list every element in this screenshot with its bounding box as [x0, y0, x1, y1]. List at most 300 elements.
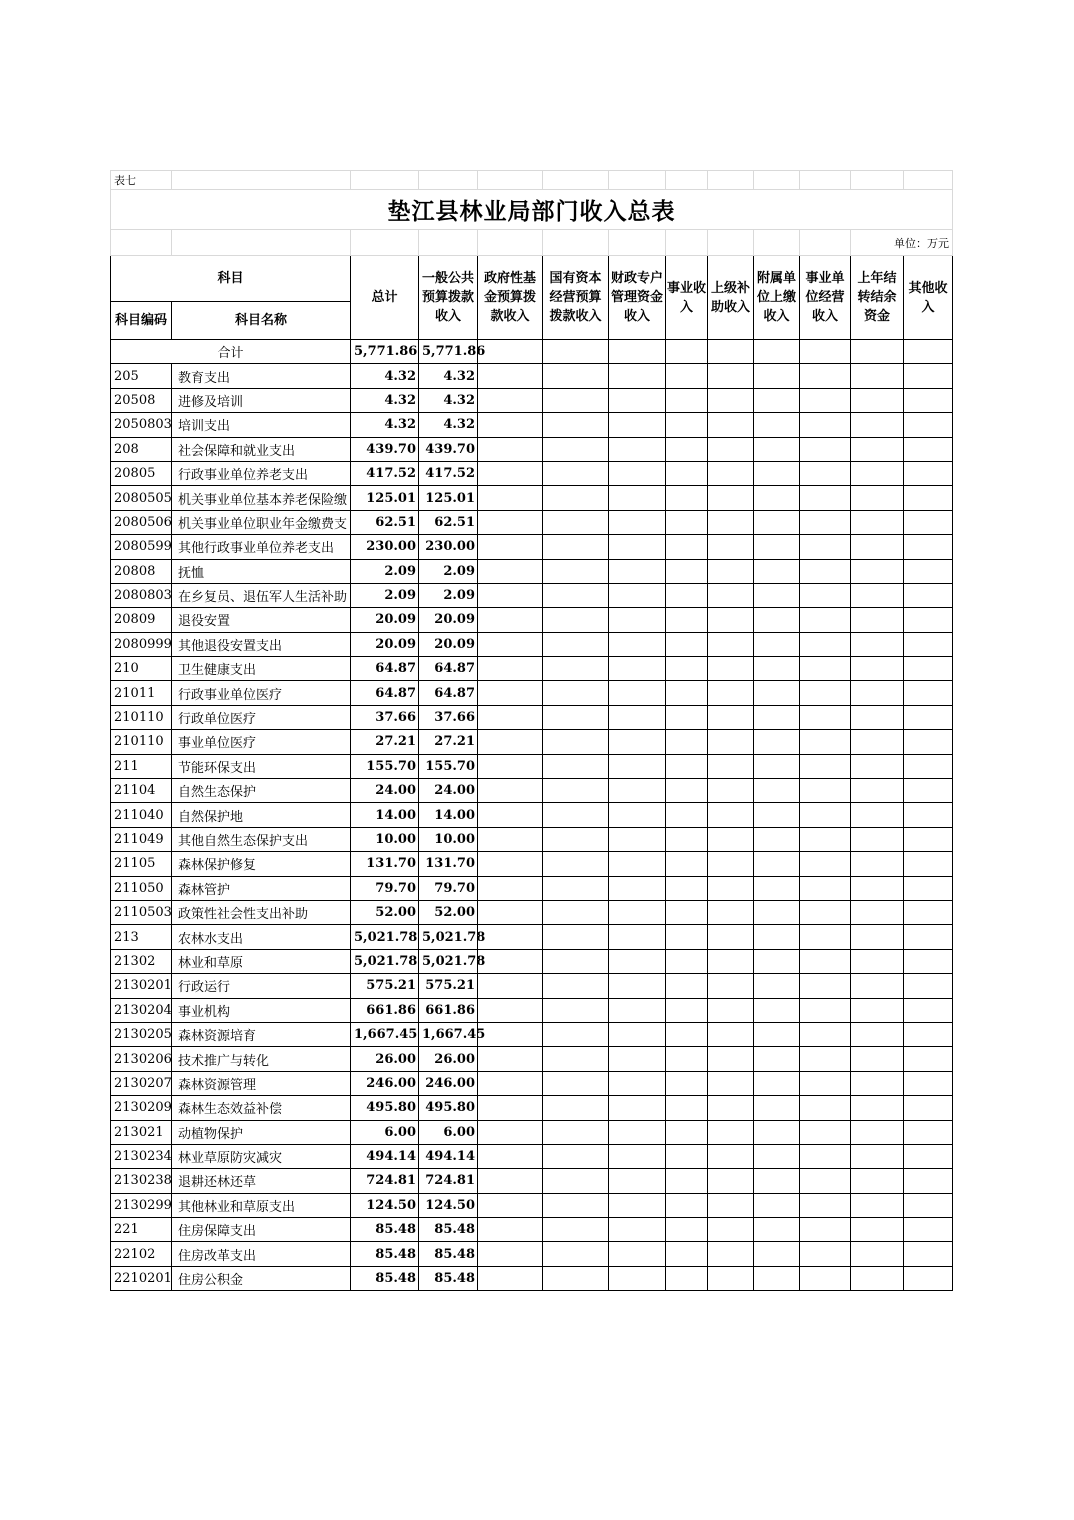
row-general: 661.86 [419, 998, 478, 1022]
empty-cell [478, 876, 543, 900]
empty-cell [609, 1193, 666, 1217]
empty-cell [478, 852, 543, 876]
row-code: 221 [111, 1218, 172, 1242]
empty-cell [754, 1144, 800, 1168]
row-general: 37.66 [419, 705, 478, 729]
empty-cell [904, 730, 953, 754]
empty-cell [800, 803, 851, 827]
row-code: 210110 [111, 730, 172, 754]
empty-cell [478, 559, 543, 583]
empty-cell [666, 730, 708, 754]
row-general: 724.81 [419, 1169, 478, 1193]
row-general: 24.00 [419, 779, 478, 803]
empty-cell [800, 1144, 851, 1168]
sheet-tag-row [111, 171, 953, 190]
empty-cell [543, 1266, 609, 1290]
row-total: 124.50 [351, 1193, 419, 1217]
row-name: 森林资源管理 [172, 1071, 351, 1095]
row-code: 2210201 [111, 1266, 172, 1290]
table-row [111, 1096, 953, 1120]
empty-cell [609, 1071, 666, 1095]
table-row [111, 1218, 953, 1242]
table-row [111, 974, 953, 998]
empty-cell [708, 949, 754, 973]
row-name: 行政事业单位养老支出 [172, 461, 351, 485]
empty-cell [666, 535, 708, 559]
row-code: 2130234 [111, 1144, 172, 1168]
empty-cell [543, 949, 609, 973]
empty-cell [478, 1144, 543, 1168]
empty-cell [666, 1047, 708, 1071]
row-total: 4.32 [351, 413, 419, 437]
sheet-tag: 表七 [111, 171, 172, 190]
empty-cell [904, 608, 953, 632]
table-row [111, 486, 953, 510]
empty-cell [666, 1242, 708, 1266]
unit-label: 单位：万元 [851, 230, 953, 256]
row-general: 10.00 [419, 827, 478, 851]
header-subject-code: 科目编码 [111, 302, 172, 340]
empty-cell [666, 1120, 708, 1144]
empty-cell [609, 852, 666, 876]
table-row [111, 803, 953, 827]
row-name: 其他林业和草原支出 [172, 1193, 351, 1217]
empty-cell [851, 510, 904, 534]
empty-cell [478, 608, 543, 632]
row-code: 2130206 [111, 1047, 172, 1071]
empty-cell [800, 608, 851, 632]
header-subject: 科目 [111, 256, 351, 302]
empty-cell [754, 949, 800, 973]
row-name: 林业和草原 [172, 949, 351, 973]
empty-cell [478, 1096, 543, 1120]
empty-cell [708, 705, 754, 729]
empty-cell [708, 535, 754, 559]
empty-cell [609, 510, 666, 534]
row-total: 661.86 [351, 998, 419, 1022]
row-name: 其他行政事业单位养老支出 [172, 535, 351, 559]
empty-cell [666, 608, 708, 632]
empty-cell [609, 705, 666, 729]
empty-cell [754, 998, 800, 1022]
empty-cell [478, 705, 543, 729]
empty-cell [904, 876, 953, 900]
empty-cell [708, 974, 754, 998]
table-row [111, 949, 953, 973]
table-row [111, 1144, 953, 1168]
empty-cell [904, 705, 953, 729]
row-general: 246.00 [419, 1071, 478, 1095]
row-name: 住房公积金 [172, 1266, 351, 1290]
empty-cell [609, 1120, 666, 1144]
table-row [111, 535, 953, 559]
empty-cell [609, 608, 666, 632]
header-other: 其他收入 [904, 256, 953, 340]
empty-cell [708, 1169, 754, 1193]
empty-cell [609, 876, 666, 900]
table-row [111, 1169, 953, 1193]
empty-cell [708, 437, 754, 461]
empty-cell [478, 1022, 543, 1046]
empty-cell [543, 1144, 609, 1168]
row-code: 210110 [111, 705, 172, 729]
empty-cell [800, 1120, 851, 1144]
row-general: 230.00 [419, 535, 478, 559]
empty-cell [609, 827, 666, 851]
empty-cell [609, 535, 666, 559]
empty-cell [754, 583, 800, 607]
total-general: 5,771.86 [419, 340, 478, 364]
empty-cell [666, 949, 708, 973]
table-row [111, 657, 953, 681]
empty-cell [754, 1022, 800, 1046]
empty-cell [708, 852, 754, 876]
empty-cell [904, 1120, 953, 1144]
empty-cell [800, 535, 851, 559]
row-general: 1,667.45 [419, 1022, 478, 1046]
empty-cell [708, 900, 754, 924]
empty-cell [708, 803, 754, 827]
empty-cell [851, 413, 904, 437]
empty-cell [800, 657, 851, 681]
table-row [111, 705, 953, 729]
row-total: 6.00 [351, 1120, 419, 1144]
row-total: 85.48 [351, 1242, 419, 1266]
empty-cell [904, 852, 953, 876]
empty-cell [904, 559, 953, 583]
row-code: 2130204 [111, 998, 172, 1022]
empty-cell [800, 1096, 851, 1120]
empty-cell [800, 730, 851, 754]
empty-cell [851, 388, 904, 412]
empty-cell [851, 974, 904, 998]
header-superior-subsidy: 上级补助收入 [708, 256, 754, 340]
empty-cell [543, 681, 609, 705]
row-total: 439.70 [351, 437, 419, 461]
empty-cell [851, 1096, 904, 1120]
row-name: 在乡复员、退伍军人生活补助 [172, 583, 351, 607]
page-title: 垫江县林业局部门收入总表 [111, 190, 953, 230]
empty-cell [800, 705, 851, 729]
header-business-ops: 事业单位经营收入 [800, 256, 851, 340]
empty-cell [666, 364, 708, 388]
empty-cell [800, 754, 851, 778]
empty-cell [851, 486, 904, 510]
empty-cell [666, 754, 708, 778]
empty-cell [708, 510, 754, 534]
header-affiliated: 附属单位上缴收入 [754, 256, 800, 340]
row-code: 211 [111, 754, 172, 778]
row-name: 退耕还林还草 [172, 1169, 351, 1193]
empty-cell [543, 632, 609, 656]
empty-cell [543, 437, 609, 461]
empty-cell [754, 1242, 800, 1266]
empty-cell [754, 779, 800, 803]
row-total: 4.32 [351, 364, 419, 388]
empty-cell [800, 827, 851, 851]
empty-cell [904, 1193, 953, 1217]
table-row [111, 754, 953, 778]
row-total: 20.09 [351, 608, 419, 632]
empty-cell [708, 413, 754, 437]
empty-cell [754, 974, 800, 998]
empty-cell [754, 1120, 800, 1144]
empty-cell [478, 779, 543, 803]
empty-cell [851, 632, 904, 656]
row-general: 575.21 [419, 974, 478, 998]
empty-cell [754, 900, 800, 924]
empty-cell [851, 730, 904, 754]
empty-cell [708, 827, 754, 851]
empty-cell [800, 461, 851, 485]
empty-cell [754, 852, 800, 876]
header-subject-name: 科目名称 [172, 302, 351, 340]
empty-cell [609, 1242, 666, 1266]
empty-cell [754, 827, 800, 851]
row-name: 住房改革支出 [172, 1242, 351, 1266]
row-total: 85.48 [351, 1266, 419, 1290]
row-code: 213 [111, 925, 172, 949]
row-general: 52.00 [419, 900, 478, 924]
empty-cell [754, 559, 800, 583]
row-general: 5,021.78 [419, 949, 478, 973]
empty-cell [609, 657, 666, 681]
row-total: 417.52 [351, 461, 419, 485]
table-row [111, 583, 953, 607]
empty-cell [708, 1071, 754, 1095]
empty-cell [800, 1169, 851, 1193]
empty-cell [851, 559, 904, 583]
empty-cell [666, 803, 708, 827]
empty-cell [543, 1022, 609, 1046]
empty-cell [708, 608, 754, 632]
row-general: 125.01 [419, 486, 478, 510]
empty-cell [666, 998, 708, 1022]
table-row [111, 730, 953, 754]
table-row [111, 681, 953, 705]
empty-cell [609, 779, 666, 803]
empty-cell [609, 632, 666, 656]
empty-cell [851, 364, 904, 388]
empty-cell [800, 364, 851, 388]
empty-cell [478, 535, 543, 559]
row-general: 155.70 [419, 754, 478, 778]
empty-cell [904, 413, 953, 437]
row-code: 211040 [111, 803, 172, 827]
empty-cell [666, 486, 708, 510]
empty-cell [851, 608, 904, 632]
empty-cell [708, 1266, 754, 1290]
table-row [111, 437, 953, 461]
empty-cell [666, 827, 708, 851]
row-name: 其他退役安置支出 [172, 632, 351, 656]
row-general: 2.09 [419, 559, 478, 583]
row-general: 85.48 [419, 1242, 478, 1266]
empty-cell [543, 413, 609, 437]
empty-cell [543, 876, 609, 900]
empty-cell [904, 632, 953, 656]
empty-cell [543, 559, 609, 583]
empty-cell [754, 1169, 800, 1193]
empty-cell [800, 510, 851, 534]
empty-cell [904, 1096, 953, 1120]
empty-cell [609, 461, 666, 485]
row-code: 21104 [111, 779, 172, 803]
empty-cell [708, 1047, 754, 1071]
empty-cell [904, 1218, 953, 1242]
empty-cell [543, 852, 609, 876]
empty-cell [609, 1047, 666, 1071]
row-general: 6.00 [419, 1120, 478, 1144]
row-code: 205 [111, 364, 172, 388]
empty-cell [904, 998, 953, 1022]
title-row [111, 190, 953, 230]
empty-cell [754, 486, 800, 510]
row-general: 85.48 [419, 1218, 478, 1242]
empty-cell [904, 1047, 953, 1071]
empty-cell [708, 998, 754, 1022]
empty-cell [904, 461, 953, 485]
row-total: 575.21 [351, 974, 419, 998]
row-total: 5,021.78 [351, 949, 419, 973]
empty-cell [754, 705, 800, 729]
row-code: 21011 [111, 681, 172, 705]
empty-cell [851, 1047, 904, 1071]
empty-cell [543, 1218, 609, 1242]
empty-cell [609, 559, 666, 583]
empty-cell [851, 925, 904, 949]
empty-cell [609, 413, 666, 437]
empty-cell [543, 461, 609, 485]
row-name: 动植物保护 [172, 1120, 351, 1144]
empty-cell [609, 1169, 666, 1193]
empty-cell [708, 925, 754, 949]
row-code: 20805 [111, 461, 172, 485]
empty-cell [904, 900, 953, 924]
empty-cell [800, 1047, 851, 1071]
empty-cell [478, 998, 543, 1022]
row-total: 26.00 [351, 1047, 419, 1071]
row-code: 22102 [111, 1242, 172, 1266]
table-row [111, 364, 953, 388]
empty-cell [543, 779, 609, 803]
empty-cell [708, 559, 754, 583]
empty-cell [708, 486, 754, 510]
row-code: 2130238 [111, 1169, 172, 1193]
empty-cell [904, 974, 953, 998]
empty-cell [800, 681, 851, 705]
empty-cell [609, 437, 666, 461]
row-total: 79.70 [351, 876, 419, 900]
row-code: 2080803 [111, 583, 172, 607]
row-code: 211049 [111, 827, 172, 851]
row-total: 131.70 [351, 852, 419, 876]
empty-cell [666, 1193, 708, 1217]
empty-cell [851, 461, 904, 485]
empty-cell [851, 1144, 904, 1168]
row-general: 79.70 [419, 876, 478, 900]
empty-cell [904, 925, 953, 949]
row-name: 其他自然生态保护支出 [172, 827, 351, 851]
empty-cell [666, 1144, 708, 1168]
empty-cell [478, 437, 543, 461]
row-name: 卫生健康支出 [172, 657, 351, 681]
empty-cell [543, 705, 609, 729]
empty-cell [851, 900, 904, 924]
empty-cell [609, 900, 666, 924]
row-code: 20808 [111, 559, 172, 583]
row-total: 10.00 [351, 827, 419, 851]
table-row [111, 1047, 953, 1071]
empty-cell [904, 583, 953, 607]
row-total: 495.80 [351, 1096, 419, 1120]
empty-cell [478, 1242, 543, 1266]
empty-cell [800, 583, 851, 607]
total-label: 合计 [111, 340, 351, 364]
empty-cell [904, 803, 953, 827]
empty-cell [543, 583, 609, 607]
row-code: 208 [111, 437, 172, 461]
table-row [111, 876, 953, 900]
row-total: 14.00 [351, 803, 419, 827]
empty-cell [800, 779, 851, 803]
empty-cell [666, 925, 708, 949]
row-total: 24.00 [351, 779, 419, 803]
empty-cell [851, 657, 904, 681]
row-name: 自然保护地 [172, 803, 351, 827]
empty-cell [708, 681, 754, 705]
empty-cell [904, 949, 953, 973]
row-code: 2130207 [111, 1071, 172, 1095]
row-total: 246.00 [351, 1071, 419, 1095]
row-name: 住房保障支出 [172, 1218, 351, 1242]
empty-cell [851, 1193, 904, 1217]
row-name: 事业机构 [172, 998, 351, 1022]
empty-cell [754, 388, 800, 412]
empty-cell [754, 1193, 800, 1217]
empty-cell [800, 632, 851, 656]
empty-cell [708, 364, 754, 388]
empty-cell [478, 803, 543, 827]
empty-cell [478, 1120, 543, 1144]
empty-cell [543, 510, 609, 534]
empty-cell [543, 608, 609, 632]
empty-cell [478, 632, 543, 656]
empty-cell [708, 388, 754, 412]
empty-cell [478, 413, 543, 437]
row-code: 20508 [111, 388, 172, 412]
row-name: 社会保障和就业支出 [172, 437, 351, 461]
row-code: 2080599 [111, 535, 172, 559]
empty-cell [851, 827, 904, 851]
row-name: 森林管护 [172, 876, 351, 900]
empty-cell [666, 510, 708, 534]
empty-cell [800, 998, 851, 1022]
empty-cell [708, 461, 754, 485]
unit-row [111, 230, 953, 256]
empty-cell [478, 657, 543, 681]
row-total: 27.21 [351, 730, 419, 754]
row-total: 37.66 [351, 705, 419, 729]
empty-cell [754, 1266, 800, 1290]
empty-cell [543, 1071, 609, 1095]
row-general: 417.52 [419, 461, 478, 485]
empty-cell [708, 583, 754, 607]
empty-cell [708, 1218, 754, 1242]
empty-cell [800, 949, 851, 973]
empty-cell [708, 1096, 754, 1120]
empty-cell [543, 364, 609, 388]
